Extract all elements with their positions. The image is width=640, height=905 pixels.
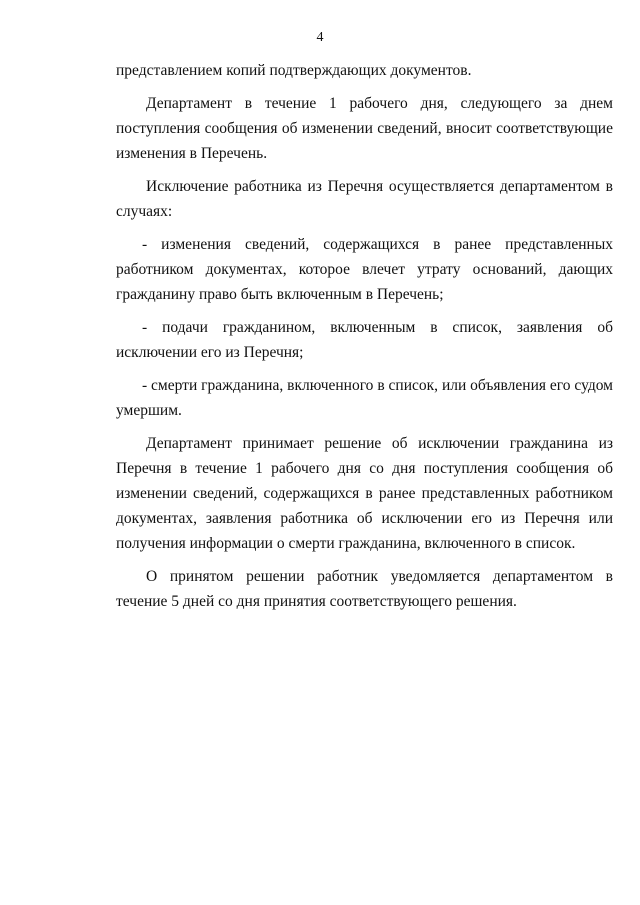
list-item-death: - смерти гражданина, включенного в список, или объявления его судом умершим. — [116, 377, 613, 419]
list-item-application: - подачи гражданином, включенным в список, заявления об исключении его из Перечня; — [116, 319, 613, 361]
page-number: 4 — [316, 30, 324, 45]
list-item-data-change: - изменения сведений, содержащихся в ранее представленных работником документах, которое влечет утрату оснований, дающих гражданину право быть включенным в Перечень; — [116, 236, 613, 303]
paragraph-exclusion-cases: Исключение работника из Перечня осуществляется департаментом в случаях: — [116, 178, 613, 220]
paragraph-department-changes: Департамент в течение 1 рабочего дня, следующего за днем поступления сообщения об изменении сведений, вносит соответствующие изменения в Перечень. — [116, 95, 613, 162]
document-body — [116, 58, 613, 614]
paragraph-notification: О принятом решении работник уведомляется департаментом в течение 5 дней со дня принятия соответствующего решения. — [116, 568, 613, 610]
paragraph-exclusion-decision: Департамент принимает решение об исключении гражданина из Перечня в течение 1 рабочего дня со дня поступления сообщения об изменении сведений, содержащихся в ранее представленных работником документах, заявления работника об исключении его из Перечня или получения информации о смерти гражданина, включенного в список. — [116, 435, 613, 552]
paragraph-continuation: представлением копий подтверждающих документов. — [116, 62, 472, 79]
